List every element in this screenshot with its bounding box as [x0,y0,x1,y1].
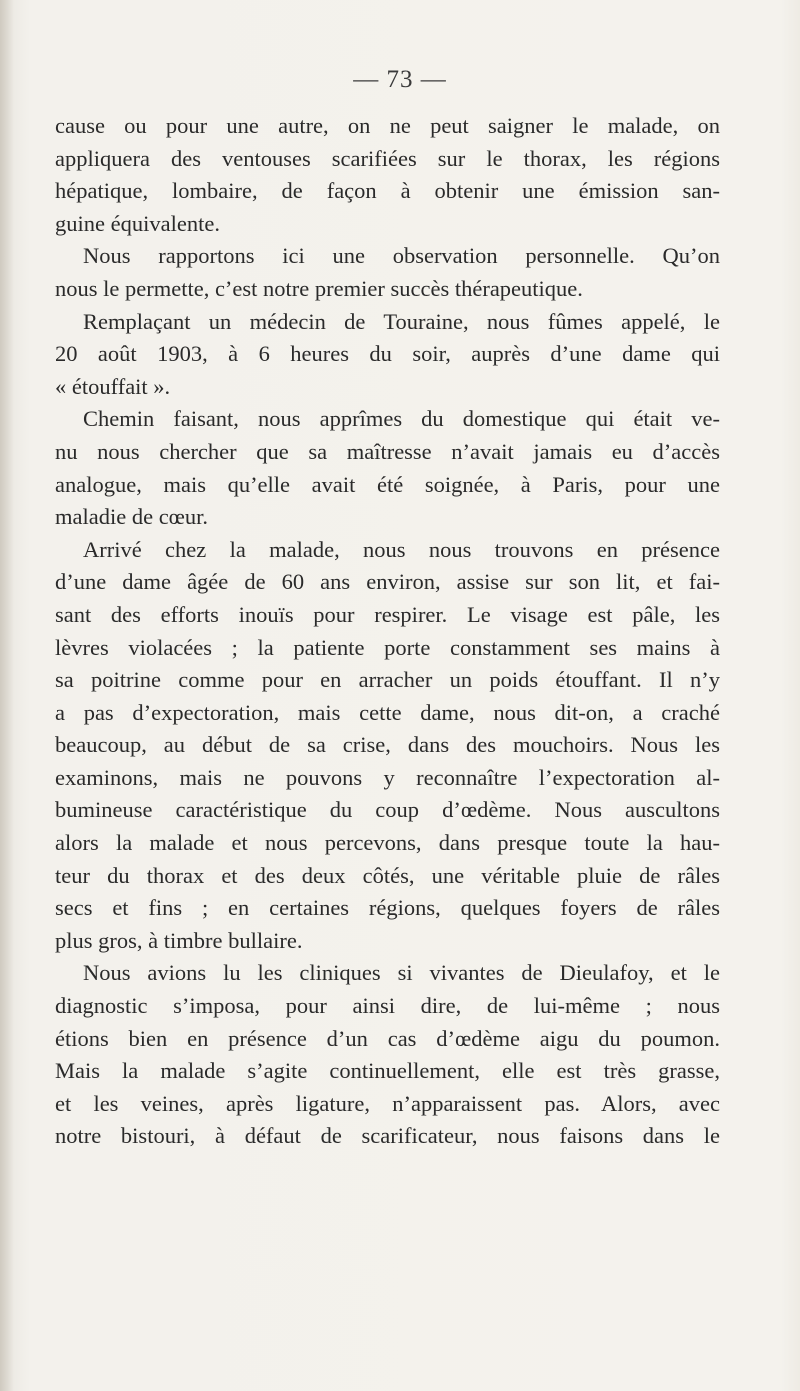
page-number: — 73 — [353,66,447,93]
text-line: nu nous chercher que sa maîtresse n’avait jamais eu d’accès [55,438,720,464]
text-line: et les veines, après ligature, n’apparaissent pas. Alors, avec [55,1090,720,1116]
text-line: teur du thorax et des deux côtés, une véritable pluie de râles [55,862,720,888]
text-line: bumineuse caractéristique du coup d’œdème. Nous auscultons [55,797,720,823]
text-line: d’une dame âgée de 60 ans environ, assise sur son lit, et fai- [55,569,720,595]
text-line: a pas d’expectoration, mais cette dame, nous dit-on, a craché [55,699,720,725]
text-line: 20 août 1903, à 6 heures du soir, auprès d’une dame qui [55,341,720,367]
text-line: analogue, mais qu’elle avait été soignée, à Paris, pour une [55,471,720,497]
text-line: appliquera des ventouses scarifiées sur le thorax, les régions [55,145,720,171]
text-line: étions bien en présence d’un cas d’œdème aigu du poumon. [55,1025,720,1051]
text-line: Nous avions lu les cliniques si vivantes de Dieulafoy, et le [83,960,720,986]
text-line: diagnostic s’imposa, pour ainsi dire, de lui-même ; nous [55,993,720,1019]
text-line: nous le permette, c’est notre premier succès thérapeutique. [55,275,583,301]
text-line: notre bistouri, à défaut de scarificateur, nous faisons dans le [55,1123,720,1149]
text-line: guine équivalente. [55,210,220,236]
text-line: alors la malade et nous percevons, dans presque toute la hau- [55,830,720,856]
text-line: Remplaçant un médecin de Touraine, nous fûmes appelé, le [83,308,720,334]
text-line: Mais la malade s’agite continuellement, elle est très grasse, [55,1058,720,1084]
text-line: Chemin faisant, nous apprîmes du domestique qui était ve- [83,406,720,432]
text-line: Arrivé chez la malade, nous nous trouvons en présence [83,536,720,562]
body-text [55,110,720,1153]
text-line: sa poitrine comme pour en arracher un poids étouffant. Il n’y [55,667,720,693]
text-line: secs et fins ; en certaines régions, quelques foyers de râles [55,895,720,921]
text-line: examinons, mais ne pouvons y reconnaître l’expectoration al- [55,764,720,790]
text-line: cause ou pour une autre, on ne peut saigner le malade, on [55,113,720,138]
text-line: lèvres violacées ; la patiente porte constamment ses mains à [55,634,720,660]
text-line: « étouffait ». [55,373,171,399]
text-line: hépatique, lombaire, de façon à obtenir une émission san- [55,178,720,204]
text-line: Nous rapportons ici une observation personnelle. Qu’on [83,243,720,269]
text-line: beaucoup, au début de sa crise, dans des mouchoirs. Nous les [55,732,720,758]
page-binding-shadow [0,0,14,1391]
text-line: maladie de cœur. [55,504,209,530]
text-line: sant des efforts inouïs pour respirer. Le visage est pâle, les [55,601,720,627]
text-line: plus gros, à timbre bullaire. [55,927,303,953]
